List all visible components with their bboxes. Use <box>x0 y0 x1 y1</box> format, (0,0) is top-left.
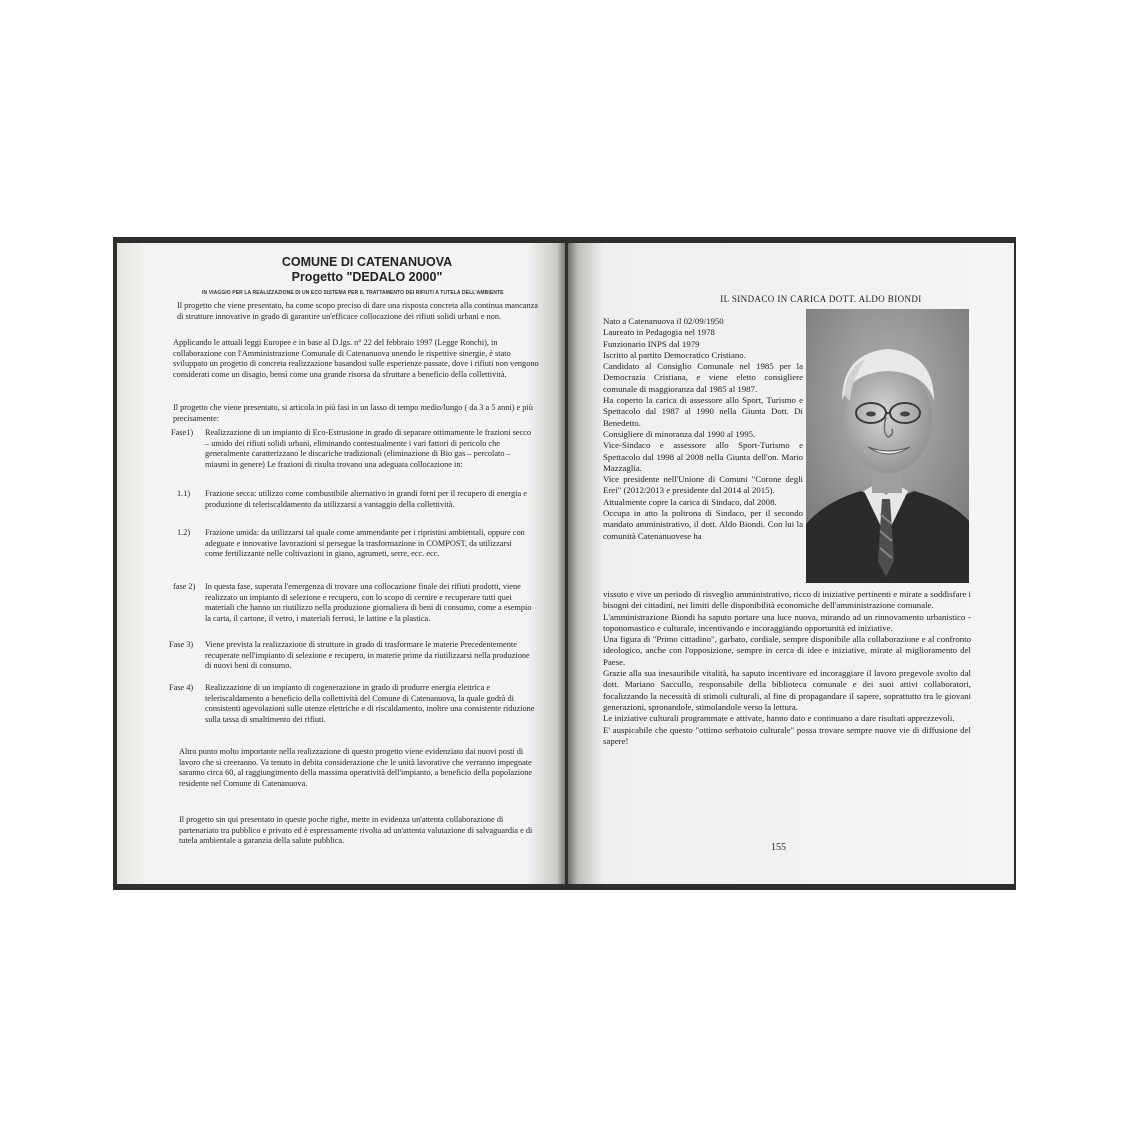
left-page <box>117 243 565 884</box>
phase-4-label: Fase 4) <box>169 683 194 692</box>
page-title: COMUNE DI CATENANUOVA <box>281 255 453 269</box>
phase-1-2-text: Frazione umida: da utilizzarsi tal quale come ammendante per i ripristini ambientali, oppure con adeguate e innovative lavorazioni si persegue la trasformazione in COMPOST, da utilizzarsi come fertilizzante nelle coltivazioni in giano, agrumeti, serre, ecc. ecc. <box>205 528 525 558</box>
phase-1-label: Fase1) <box>171 428 194 437</box>
article-paragraph: E' auspicabile che questo "ottimo serbatoio culturale" possa trovare sempre nuove vie di diffusione del sapere! <box>603 724 971 746</box>
open-book <box>113 237 1016 890</box>
right-page <box>568 243 1014 884</box>
bio-line: Nato a Catenanuova il 02/09/1950 <box>603 316 724 326</box>
bio-line: Consigliere di minoranza dal 1990 al 1995. <box>603 428 756 439</box>
phase-2-text: In questa fase, superata l'emergenza di trovare una collocazione finale dei rifiuti prodotti, viene realizzato un impianto di selezione e recupero, con lo scopo di cernire e recuperare tutti quei materiali che hanno un riutilizzo nella produzione giornaliera di beni di consumo, come a esempio la carta, il cartone, il vetro, i materiali ferrosi, le lattine e la plastica. <box>205 582 532 623</box>
article-paragraph: L'amministrazione Biondi ha saputo portare una luce nuova, mirando ad un rinnovamento urbanistico - toponomastico e culturale, incentivando e incoraggiando opportunità ed iniziative. <box>603 611 971 633</box>
bio-line: Ha coperto la carica di assessore allo Sport, Turismo e Spettacolo dal 1987 al 1990 nella Giunta Dott. Di Benedetto. <box>603 395 803 428</box>
phases-intro-paragraph: Il progetto che viene presentato, si articola in più fasi in un lasso di tempo medio/lungo ( da 3 a 5 anni) e più precisamente: <box>173 403 533 423</box>
project-subtitle: IN VIAGGIO PER LA REALIZZAZIONE DI UN ECO SISTEMA PER IL TRATTAMENTO DEI RIFIUTI A TUTELA DELL'AMBIENTE <box>202 290 504 296</box>
phase-1-1-label: 1.1) <box>177 489 191 498</box>
mayor-portrait-photo <box>806 309 969 583</box>
mayor-section-title: IL SINDACO IN CARICA DOTT. ALDO BIONDI <box>720 294 922 304</box>
mayor-biography <box>603 316 803 542</box>
portrait-image <box>806 309 969 583</box>
closing-paragraph: Il progetto sin qui presentato in queste poche righe, mette in evidenza un'attenta collaborazione di partenariato tra pubblico e privato ed è espressamente rivolta ad un'attenta valutazione di salvaguardia e di tutela ambientale a garanzia della salute pubblica. <box>179 815 533 845</box>
phase-1-1-text: Frazione secca: utilizzo come combustibile alternativo in grandi forni per il recupero di energia e produzione di teleriscaldamento da utilizzarsi a vantaggio della collettività. <box>205 489 527 509</box>
jobs-paragraph: Altro punto molto importante nella realizzazione di questo progetto viene evidenziato dai nuovi posti di lavoro che si creeranno. Va tenuto in debita considerazione che le unità lavorative che verranno impegnate saranno circa 60, al raggiungimento della massima operatività dell'impianto, a beneficio della popolazione residente nel Comune di Catenanuova. <box>179 747 533 788</box>
bio-line: Vice-Sindaco e assessore allo Sport-Turismo e Spettacolo dal 1998 al 2008 nella Giunta dell'on. Mario Mazzaglia. <box>603 440 803 473</box>
article-paragraph: Una figura di "Primo cittadino", garbato, cordiale, sempre disponibile alla collaborazione e al confronto ideologico, anche con l'opposizione, sempre in cerca di idee e iniziative, mirate al miglioramento del Paese. <box>603 634 971 667</box>
bio-line: Candidato al Consiglio Comunale nel 1985 per la Democrazia Cristiana, e viene eletto consigliere comunale di maggioranza dal 1985 al 1987. <box>603 361 803 394</box>
page-number: 155 <box>771 842 786 853</box>
project-title: Progetto "DEDALO 2000" <box>291 270 443 284</box>
article-paragraph: Grazie alla sua inesauribile vitalità, ha saputo incentivare ed incoraggiare il lavoro pregevole svolto dal dott. Mariano Saccullo, responsabile della biblioteca comunale e dei suoi attivi collaboratori, focalizzando la necessità di stimoli culturali, al fine di propagandare il sapere, soprattutto tra le giovani generazioni, spronandole, stimolandole verso la lettura. <box>603 668 971 712</box>
intro-paragraph: Il progetto che viene presentato, ha come scopo preciso di dare una risposta concreta alla continua mancanza di strutture innovative in grado di garantire un'efficace collocazione dei rifiuti solidi urbani e non. <box>177 301 538 321</box>
bio-line: Occupa in atto la poltrona di Sindaco, per il secondo mandato amministrativo, il dott. Aldo Biondi. Con lui la comunità Catenanuovese ha <box>603 508 803 541</box>
phase-1-text: Realizzazione di un impianto di Eco-Estrusione in grado di separare ottimamente le frazioni secco – umido dei rifiuti solidi urbani, eliminando contestualmente i vari fattori di pericolo che generalmente caratterizzano le discariche tradizionali (eliminazione di Bio gas – percolato – miasmi in genere) Le frazioni di risulta trovano una adeguata collocazione in: <box>205 428 531 469</box>
bio-line: Vice presidente nell'Unione di Comuni "Corone degli Erei" (2012/2013 e presidente dal 2014 al 2015). <box>603 474 803 496</box>
legal-paragraph: Applicando le attuali leggi Europee e in base al D.lgs. n° 22 del febbraio 1997 (Legge Ronchi), in collaborazione con l'Amministrazione Comunale di Catenanuova unendo le rispettive sinergie, è stato sviluppato un progetto di concreta realizzazione basandosi sulle esperienze passate, dove i rifiuti non vengono considerati come un disagio, bensì come una grande risorsa da sfruttare a beneficio della collettività. <box>173 338 539 379</box>
phase-4-text: Realizzazione di un impianto di cogenerazione in grado di produrre energia elettrica e teleriscaldamento a beneficio della collettività del Comune di Catenanuova, la quale godrà di consistenti agevolazioni sulle utenze elettriche e di riscaldamento, inoltre una consistente riduzione sulla tassa di smaltimento dei rifiuti. <box>205 683 535 724</box>
phase-3-text: Viene prevista la realizzazione di strutture in grado di trasformare le materie Precedentemente recuperate nell'impianto di selezione e recupero, in materie prime da riutilizzarsi nella produzione di nuovi beni di consumo. <box>205 640 530 670</box>
bio-line: Funzionario INPS dal 1979 <box>603 338 700 349</box>
bio-line: Laureato in Pedagogia nel 1978 <box>603 327 715 338</box>
phase-2-label: fase 2) <box>173 582 196 591</box>
bio-line: Attualmente copre la carica di Sindaco, dal 2008. <box>603 496 777 507</box>
mayor-article-body <box>603 589 971 747</box>
bio-line: Iscritto al partito Democratico Cristiano. <box>603 349 746 360</box>
phase-3-label: Fase 3) <box>169 640 194 649</box>
article-paragraph: Le iniziative culturali programmate e attivate, hanno dato e continuano a dare risultati apprezzevoli. <box>603 713 955 724</box>
article-paragraph: vissuto e vive un periodo di risveglio amministrativo, ricco di iniziative pertinenti e mirate a soddisfare i bisogni dei cittadini, nei limiti delle disponibilità economiche dell'amministrazione comunale. <box>603 589 971 611</box>
phase-1-2-label: 1.2) <box>177 528 191 537</box>
